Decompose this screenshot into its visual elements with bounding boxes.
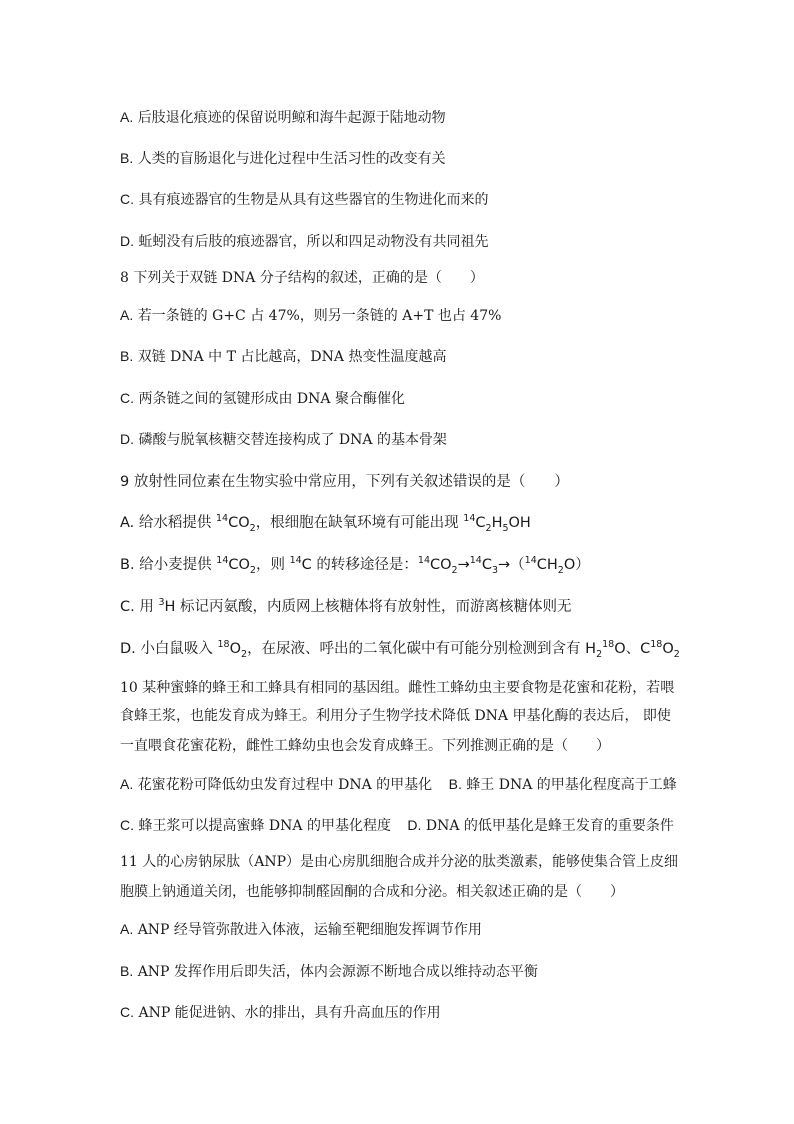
- q10-stem-line-2: 食蜂王浆，也能发育成为蜂王。利用分子生物学技术降低 DNA 甲基化酶的表达后， 即使: [120, 708, 671, 724]
- subscript: 2: [673, 648, 680, 660]
- text: 给小麦提供: [139, 557, 217, 573]
- q7-option-d-text: 蚯蚓没有后肢的痕迹器官，所以和四足动物没有共同祖先: [138, 234, 489, 250]
- q8-stem: 8 下列关于双链 DNA 分子结构的叙述，正确的是（ ）: [120, 270, 484, 286]
- text: ，在尿液、呼出的二氧化碳中有可能分别检测到含有 H: [247, 641, 597, 657]
- text: CH: [536, 557, 558, 573]
- q11-option-a-text: ANP 经导管弥散进入体液，运输至靶细胞发挥调节作用: [137, 922, 482, 938]
- q7-option-b: [120, 148, 446, 169]
- q8-option-c-text: 两条链之间的氢键形成由 DNA 聚合酶催化: [138, 391, 405, 407]
- superscript: 18: [217, 639, 230, 651]
- text: O: [662, 641, 674, 657]
- q11-stem-line-2: 胞膜上钠通道关闭，也能够抑制醛固酮的合成和分泌。相关叙述正确的是（ ）: [120, 884, 624, 900]
- q10-stem-line-3: 一直喂食花蜜花粉，雌性工蜂幼虫也会发育成蜂王。下列推测正确的是（ ）: [120, 738, 610, 754]
- q10-options-row-1: [120, 774, 677, 795]
- text: OH: [508, 515, 531, 531]
- q10-option-c-label: C.: [120, 817, 134, 833]
- text: ，根细胞在缺氧环境有可能出现: [255, 515, 464, 531]
- superscript: 3: [158, 597, 165, 609]
- q7-option-b-text: 人类的盲肠退化与进化过程中生活习性的改变有关: [137, 151, 446, 167]
- text: CO: [430, 557, 452, 573]
- q9-option-d: [120, 639, 680, 659]
- q10-option-d-text: DNA 的低甲基化是蜂王发育的重要条件: [425, 818, 674, 834]
- text: C: [481, 557, 492, 573]
- subscript: 5: [502, 522, 509, 534]
- subscript: 2: [596, 648, 603, 660]
- text: CO: [228, 515, 250, 531]
- q8-option-c-label: C.: [120, 390, 134, 406]
- q7-option-a-label: A.: [120, 109, 134, 125]
- text: 小白鼠吸入: [140, 641, 218, 657]
- subscript: 2: [485, 522, 492, 534]
- q9-option-a: [120, 513, 531, 533]
- q10-option-a-text: 花蜜花粉可降低幼虫发育过程中 DNA 的甲基化: [137, 777, 433, 793]
- q10-option-b-text: 蜂王 DNA 的甲基化程度高于工蜂: [466, 777, 677, 793]
- text: ，则: [255, 557, 290, 573]
- q9-option-c-label: C.: [120, 599, 135, 615]
- q11-option-c: [120, 1002, 441, 1023]
- text: C: [475, 515, 486, 531]
- q8-option-b-label: B.: [120, 348, 134, 364]
- q11-option-b: [120, 961, 538, 982]
- q9-option-a-label: A.: [120, 515, 135, 531]
- text: O、C: [614, 641, 651, 657]
- q7-option-c-text: 具有痕迹器官的生物是从具有这些器官的生物进化而来的: [138, 192, 489, 208]
- q8-option-a: [120, 305, 501, 326]
- superscript: 14: [216, 555, 229, 567]
- q7-option-c: [120, 189, 488, 210]
- superscript: 14: [289, 555, 302, 567]
- q7-option-c-label: C.: [120, 191, 134, 207]
- q7-option-d: [120, 231, 488, 252]
- q11-option-b-text: ANP 发挥作用后即失活，体内会源源不断地合成以维持动态平衡: [137, 964, 538, 980]
- text: →（: [498, 557, 525, 573]
- q7-option-a-text: 后肢退化痕迹的保留说明鲸和海牛起源于陆地动物: [137, 110, 446, 126]
- q11-stem-line-1: 11 人的心房钠尿肽（ANP）是由心房肌细胞合成并分泌的肽类激素，能够使集合管上皮细: [120, 854, 679, 870]
- q7-option-a: [120, 107, 446, 128]
- q11-option-c-text: ANP 能促进钠、水的排出，具有升高血压的作用: [138, 1005, 441, 1021]
- q8-option-d-text: 磷酸与脱氧核糖交替连接构成了 DNA 的基本骨架: [138, 432, 447, 448]
- text: 用: [139, 599, 159, 615]
- subscript: 3: [491, 564, 499, 576]
- superscript: 18: [602, 639, 615, 651]
- text: 给水稻提供: [138, 515, 216, 531]
- q9-option-b-label: B.: [120, 557, 135, 573]
- text: H 标记丙氨酸，内质网上核糖体将有放射性，而游离核糖体则无: [164, 599, 572, 615]
- q11-option-a: [120, 919, 482, 940]
- subscript: 2: [249, 564, 256, 576]
- q10-options-row-2: [120, 815, 674, 836]
- q10-option-b-label: B.: [448, 776, 462, 792]
- q8-option-a-label: A.: [120, 307, 134, 323]
- subscript: 2: [451, 564, 458, 576]
- q10-option-c-text: 蜂王浆可以提高蜜蜂 DNA 的甲基化程度: [138, 818, 391, 834]
- text: O: [229, 641, 242, 657]
- q11-option-b-label: B.: [120, 963, 134, 979]
- q7-option-b-label: B.: [120, 150, 134, 166]
- q10-stem-line-1: 10 某种蜜蜂的蜂王和工蜂具有相同的基因组。雌性工蜂幼虫主要食物是花蜜和花粉，若喂: [120, 680, 675, 696]
- q10-option-d-label: D.: [407, 817, 422, 833]
- superscript: 14: [524, 555, 537, 567]
- q8-option-c: [120, 388, 405, 409]
- text: →: [457, 557, 470, 573]
- q11-option-c-label: C.: [120, 1004, 134, 1020]
- superscript: 14: [469, 555, 482, 567]
- q11-option-a-label: A.: [120, 921, 134, 937]
- q8-option-b-text: 双链 DNA 中 T 占比越高，DNA 热变性温度越高: [137, 349, 447, 365]
- subscript: 2: [249, 522, 256, 534]
- q10-option-a-label: A.: [120, 776, 134, 792]
- q7-option-d-label: D.: [120, 233, 134, 249]
- q9-stem: 9 放射性同位素在生物实验中常应用，下列有关叙述错误的是（ ）: [120, 474, 569, 490]
- q8-option-a-text: 若一条链的 G+C 占 47%，则另一条链的 A+T 也占 47%: [137, 308, 502, 324]
- q8-option-b: [120, 346, 446, 367]
- q8-option-d-label: D.: [120, 431, 134, 447]
- text: H: [491, 515, 503, 531]
- text: C 的转移途径是：: [301, 557, 418, 573]
- superscript: 14: [463, 513, 476, 525]
- superscript: 14: [417, 555, 430, 567]
- subscript: 2: [557, 564, 564, 576]
- q9-option-b: [120, 555, 590, 575]
- q8-option-d: [120, 429, 447, 450]
- text: CO: [228, 557, 250, 573]
- superscript: 18: [650, 639, 663, 651]
- subscript: 2: [241, 648, 248, 660]
- q9-option-d-label: D.: [120, 641, 136, 657]
- q9-option-c: [120, 597, 572, 617]
- superscript: 14: [216, 513, 229, 525]
- text: O）: [563, 557, 590, 573]
